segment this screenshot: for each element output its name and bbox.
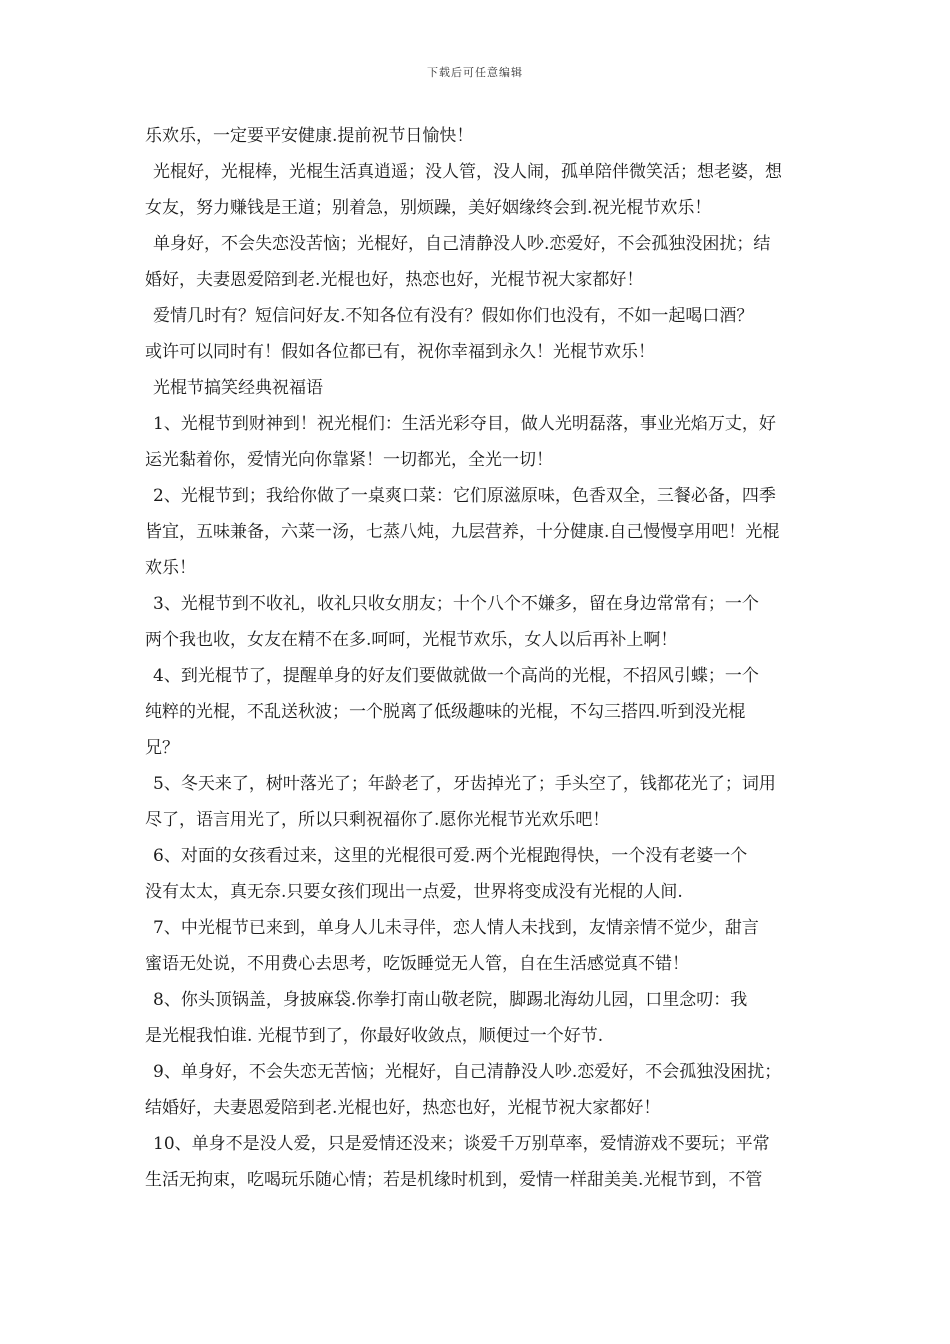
text-line: 生活无拘束，吃喝玩乐随心情；若是机缘时机到，爱情一样甜美美.光棍节到，不管 xyxy=(145,1170,763,1190)
text-line: 1、光棍节到财神到！祝光棍们：生活光彩夺目，做人光明磊落，事业光焰万丈，好 xyxy=(153,414,776,434)
text-line: 或许可以同时有！假如各位都已有，祝你幸福到永久！光棍节欢乐！ xyxy=(145,342,655,362)
text-line: 10、单身不是没人爱，只是爱情还没来；谈爱千万别草率，爱情游戏不要玩；平常 xyxy=(153,1134,770,1154)
text-line: 单身好，不会失恋没苦恼；光棍好，自己清静没人吵.恋爱好，不会孤独没困扰；结 xyxy=(153,234,771,254)
section-heading: 光棍节搞笑经典祝福语 xyxy=(153,378,323,398)
text-line: 乐欢乐，一定要平安健康.提前祝节日愉快！ xyxy=(145,126,474,146)
text-line: 运光黏着你，爱情光向你靠紧！一切都光，全光一切！ xyxy=(145,450,553,470)
text-line: 纯粹的光棍，不乱送秋波；一个脱离了低级趣味的光棍，不勾三搭四.听到没光棍 xyxy=(145,702,746,722)
text-line: 兄？ xyxy=(145,738,179,758)
text-line: 结婚好，夫妻恩爱陪到老.光棍也好，热恋也好，光棍节祝大家都好！ xyxy=(145,1098,661,1118)
page-header: 下载后可任意编辑 xyxy=(427,66,523,79)
text-line: 8、你头顶锅盖，身披麻袋.你拳打南山敬老院，脚踢北海幼儿园，口里念叨：我 xyxy=(153,990,748,1010)
text-line: 蜜语无处说，不用费心去思考，吃饭睡觉无人管，自在生活感觉真不错！ xyxy=(145,954,689,974)
text-line: 2、光棍节到；我给你做了一桌爽口菜：它们原滋原味，色香双全，三餐必备，四季 xyxy=(153,486,776,506)
document-body xyxy=(145,118,810,1198)
text-line: 皆宜，五味兼备，六菜一汤，七蒸八炖，九层营养，十分健康.自己慢慢享用吧！光棍 xyxy=(145,522,780,542)
text-line: 5、冬天来了，树叶落光了；年龄老了，牙齿掉光了；手头空了，钱都花光了；词用 xyxy=(153,774,776,794)
text-line: 是光棍我怕谁. 光棍节到了，你最好收敛点，顺便过一个好节. xyxy=(145,1026,604,1046)
text-line: 爱情几时有？短信问好友.不知各位有没有？假如你们也没有，不如一起喝口酒？ xyxy=(153,306,754,326)
text-line: 尽了，语言用光了，所以只剩祝福你了.愿你光棍节光欢乐吧！ xyxy=(145,810,610,830)
text-line: 3、光棍节到不收礼，收礼只收女朋友；十个八个不嫌多，留在身边常常有；一个 xyxy=(153,594,759,614)
text-line: 没有太太，真无奈.只要女孩们现出一点爱，世界将变成没有光棍的人间. xyxy=(145,882,683,902)
text-line: 4、到光棍节了，提醒单身的好友们要做就做一个高尚的光棍，不招风引蝶；一个 xyxy=(153,666,759,686)
text-line: 两个我也收，女友在精不在多.呵呵，光棍节欢乐，女人以后再补上啊！ xyxy=(145,630,678,650)
text-line: 欢乐！ xyxy=(145,558,196,578)
text-line: 7、中光棍节已来到，单身人儿未寻伴，恋人情人未找到，友情亲情不觉少，甜言 xyxy=(153,918,759,938)
text-line: 6、对面的女孩看过来，这里的光棍很可爱.两个光棍跑得快，一个没有老婆一个 xyxy=(153,846,748,866)
text-line: 婚好，夫妻恩爱陪到老.光棍也好，热恋也好，光棍节祝大家都好！ xyxy=(145,270,644,290)
text-line: 光棍好，光棍棒，光棍生活真逍遥；没人管，没人闹，孤单陪伴微笑活；想老婆，想 xyxy=(153,162,782,182)
text-line: 女友，努力赚钱是王道；别着急，别烦躁，美好姻缘终会到.祝光棍节欢乐！ xyxy=(145,198,712,218)
text-line: 9、单身好，不会失恋无苦恼；光棍好，自己清静没人吵.恋爱好，不会孤独没困扰； xyxy=(153,1062,782,1082)
